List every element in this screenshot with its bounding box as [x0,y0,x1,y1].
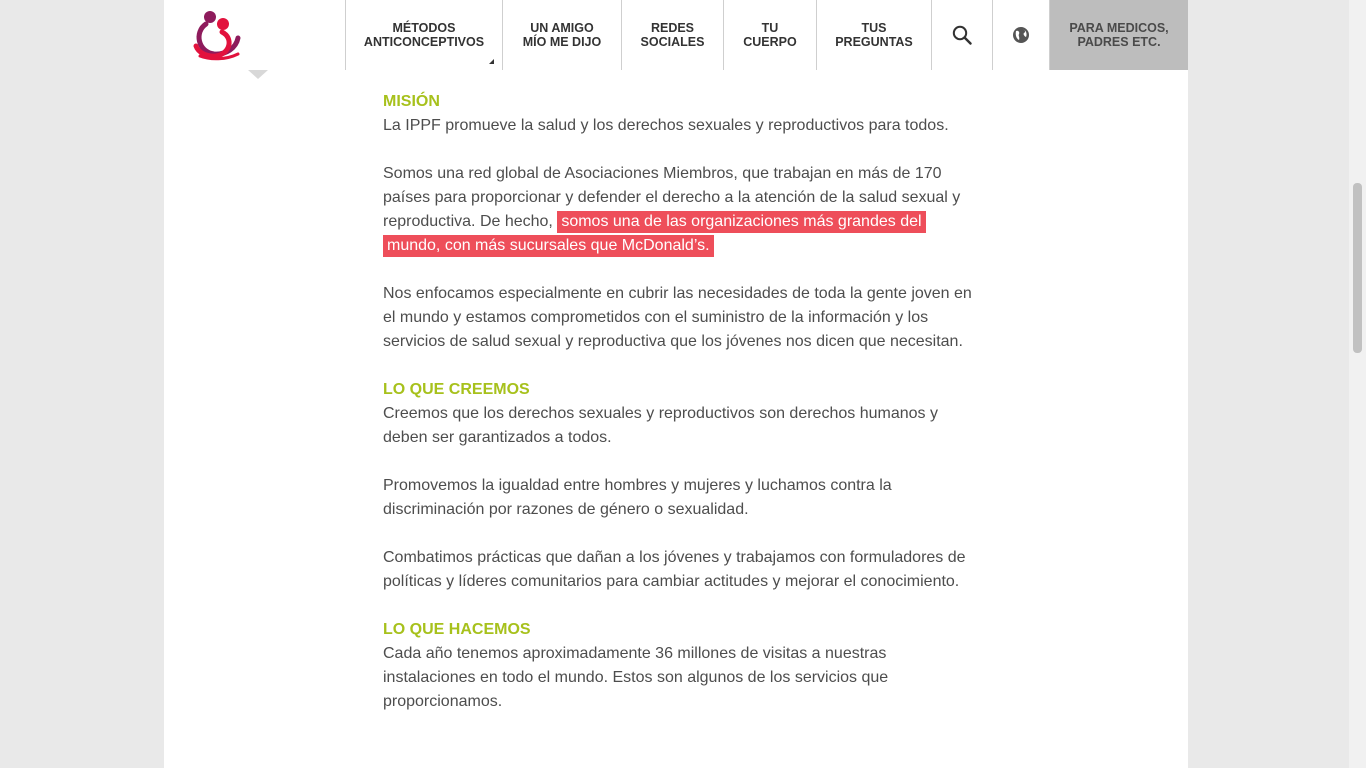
nav-label: UN AMIGO MÍO ME DIJO [522,21,602,49]
nav-redes-sociales[interactable] [621,0,723,70]
nav-cta-label: PARA MEDICOS, PADRES ETC. [1069,21,1169,49]
page [164,0,1188,768]
paragraph: Promovemos la igualdad entre hombres y mujeres y luchamos contra la discriminación por razones de género o sexualidad. [383,477,892,518]
scrollbar-thumb[interactable] [1353,183,1362,353]
nav-metodos-anticonceptivos[interactable] [345,0,502,70]
section-lo-que-hacemos [383,618,973,714]
section-heading: LO QUE CREEMOS [383,381,530,398]
paragraph: Nos enfocamos especialmente en cubrir las necesidades de toda la gente joven en el mundo y estamos comprometidos con el suministro de la información y los servicios de salud sexual y reproductiva que los jóvenes nos dicen que necesitan. [383,285,972,350]
search-button[interactable] [931,0,992,70]
paragraph: La IPPF promueve la salud y los derechos sexuales y reproductivos para todos. [383,117,949,134]
paragraph-with-highlight [383,162,973,258]
nav-label: TUS PREGUNTAS [835,21,913,49]
main-nav [345,0,1050,70]
highlighted-text: somos una de las organizaciones más grandes del mundo, con más sucursales que McDonald’s. [383,211,926,257]
search-icon [952,25,972,45]
site-logo[interactable] [192,8,244,62]
logo-pointer [248,70,268,79]
main-content [383,90,973,738]
section-heading: MISIÓN [383,93,440,110]
paragraph: Combatimos prácticas que dañan a los jóvenes y trabajamos con formuladores de políticas y líderes comunitarios para cambiar actitudes y mejorar el conocimiento. [383,549,966,590]
logo-icon [192,8,244,62]
nav-tus-preguntas[interactable] [816,0,931,70]
section-heading: LO QUE HACEMOS [383,621,531,638]
section-mision [383,90,973,354]
paragraph: Cada año tenemos aproximadamente 36 millones de visitas a nuestras instalaciones en todo el mundo. Estos son algunos de los servicios que proporcionamos. [383,645,889,710]
paragraph: Creemos que los derechos sexuales y reproductivos son derechos humanos y deben ser garantizados a todos. [383,405,938,446]
language-button[interactable] [992,0,1050,70]
nav-label: REDES SOCIALES [640,21,705,49]
page-scrollbar[interactable] [1349,0,1366,768]
site-header [164,0,1188,70]
nav-label: MÉTODOS ANTICONCEPTIVOS [363,21,485,49]
section-lo-que-creemos [383,378,973,594]
paragraph-text: Somos una red global de Asociaciones Miembros, que trabajan en más de 170 países para proporcionar y defender el derecho a la atención de la salud sexual y reproductiva. De hecho, [383,165,961,230]
nav-un-amigo[interactable] [502,0,621,70]
nav-tu-cuerpo[interactable] [723,0,816,70]
dropdown-caret-icon [484,59,494,64]
professionals-button[interactable] [1050,0,1188,70]
nav-label: TU CUERPO [743,21,797,49]
globe-icon [1012,26,1030,44]
